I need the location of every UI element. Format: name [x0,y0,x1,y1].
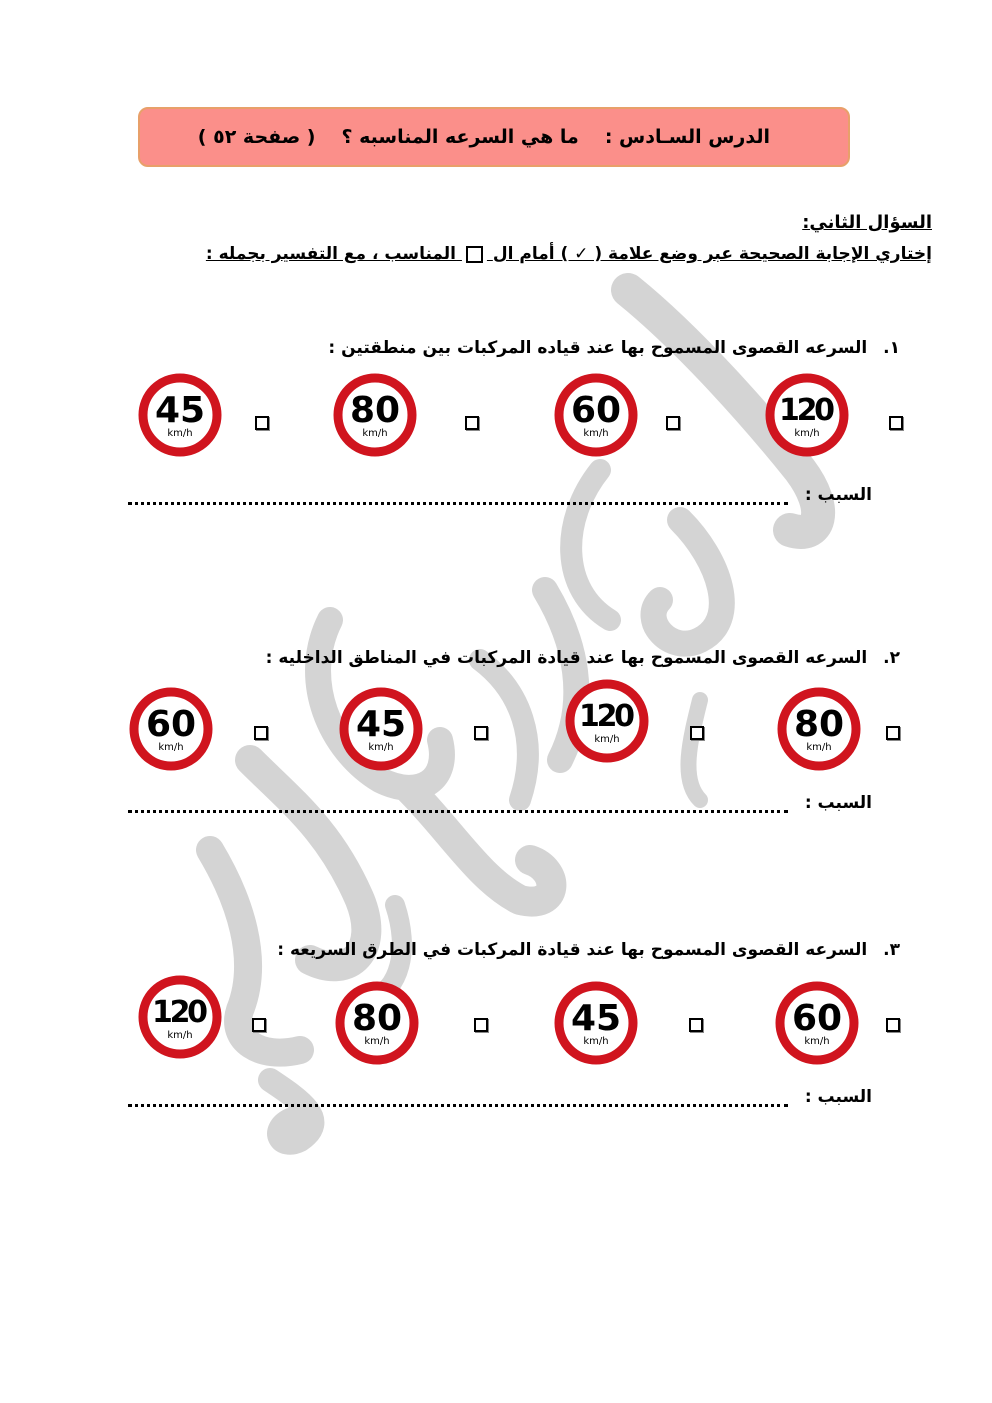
speed-unit: km/h [594,734,620,745]
option-checkbox[interactable] [886,726,900,740]
option-checkbox[interactable] [666,416,680,430]
speed-sign-120 [764,372,850,458]
checkbox-glyph-icon [466,246,483,263]
reason-label-1: السبب : [804,485,872,505]
question-3 [277,940,900,960]
option-checkbox[interactable] [474,1018,488,1032]
speed-value: 80 [351,998,403,1039]
option-checkbox[interactable] [465,416,479,430]
lesson-label: الدرس السـادس : [604,126,770,148]
question-2 [266,648,900,668]
speed-value: 80 [793,704,845,745]
speed-unit: km/h [368,742,394,753]
option-checkbox[interactable] [254,726,268,740]
option-checkbox[interactable] [690,726,704,740]
question-text: السرعه القصوى المسموح بها عند قيادة المركبات في المناطق الداخليه : [265,648,868,668]
speed-sign-60 [128,686,214,772]
speed-value: 120 [579,699,635,734]
speed-sign-60 [553,372,639,458]
question-number: ١. [883,338,900,358]
question-text: السرعه القصوى المسموح بها عند قيادة المركبات في الطرق السريعه : [277,940,868,960]
speed-value: 60 [791,998,843,1039]
speed-value: 80 [349,390,401,431]
question-number: ٢. [883,648,900,668]
question-1 [328,338,900,358]
speed-unit: km/h [583,1036,609,1047]
reason-answer-line[interactable] [128,498,788,505]
speed-sign-45 [338,686,424,772]
options-row-3 [0,980,992,1070]
speed-unit: km/h [583,428,609,439]
lesson-question: ما هي السرعه المناسبه ؟ [341,126,579,148]
speed-value: 45 [355,704,407,745]
speed-unit: km/h [167,1030,193,1041]
page-reference: ( صفحة ٥٢ ) [197,126,316,148]
option-checkbox[interactable] [886,1018,900,1032]
speed-unit: km/h [167,428,193,439]
speed-sign-120 [564,678,650,764]
reason-label-3: السبب : [804,1087,872,1107]
speed-unit: km/h [794,428,820,439]
speed-sign-80 [332,372,418,458]
speed-sign-45 [553,980,639,1066]
option-checkbox[interactable] [474,726,488,740]
speed-unit: km/h [158,742,184,753]
speed-value: 120 [152,995,208,1030]
speed-unit: km/h [806,742,832,753]
speed-unit: km/h [804,1036,830,1047]
option-checkbox[interactable] [252,1018,266,1032]
speed-sign-80 [334,980,420,1066]
speed-sign-45 [137,372,223,458]
speed-value: 120 [779,393,835,428]
lesson-title-banner [138,107,850,167]
option-checkbox[interactable] [689,1018,703,1032]
speed-value: 60 [570,390,622,431]
question-number: ٣. [883,940,900,960]
speed-unit: km/h [362,428,388,439]
instruction-part-2: المناسب ، مع التفسير بجمله : [205,244,457,264]
speed-sign-60 [774,980,860,1066]
reason-answer-line[interactable] [128,1100,788,1107]
section-instruction [132,244,932,264]
question-text: السرعه القصوى المسموح بها عند قياده المركبات بين منطقتين : [328,338,868,358]
option-checkbox[interactable] [255,416,269,430]
reason-label-2: السبب : [804,793,872,813]
speed-value: 60 [145,704,197,745]
options-row-2 [0,686,992,776]
option-checkbox[interactable] [889,416,903,430]
speed-sign-120 [137,974,223,1060]
speed-sign-80 [776,686,862,772]
speed-value: 45 [154,390,206,431]
instruction-part-1: إختاري الإجابة الصحيحة عبر وضع علامة ( ✓ ) أمام ال [492,244,932,264]
speed-unit: km/h [364,1036,390,1047]
speed-value: 45 [570,998,622,1039]
reason-answer-line[interactable] [128,806,788,813]
options-row-1 [0,372,992,462]
section-heading: السؤال الثاني: [802,212,932,233]
